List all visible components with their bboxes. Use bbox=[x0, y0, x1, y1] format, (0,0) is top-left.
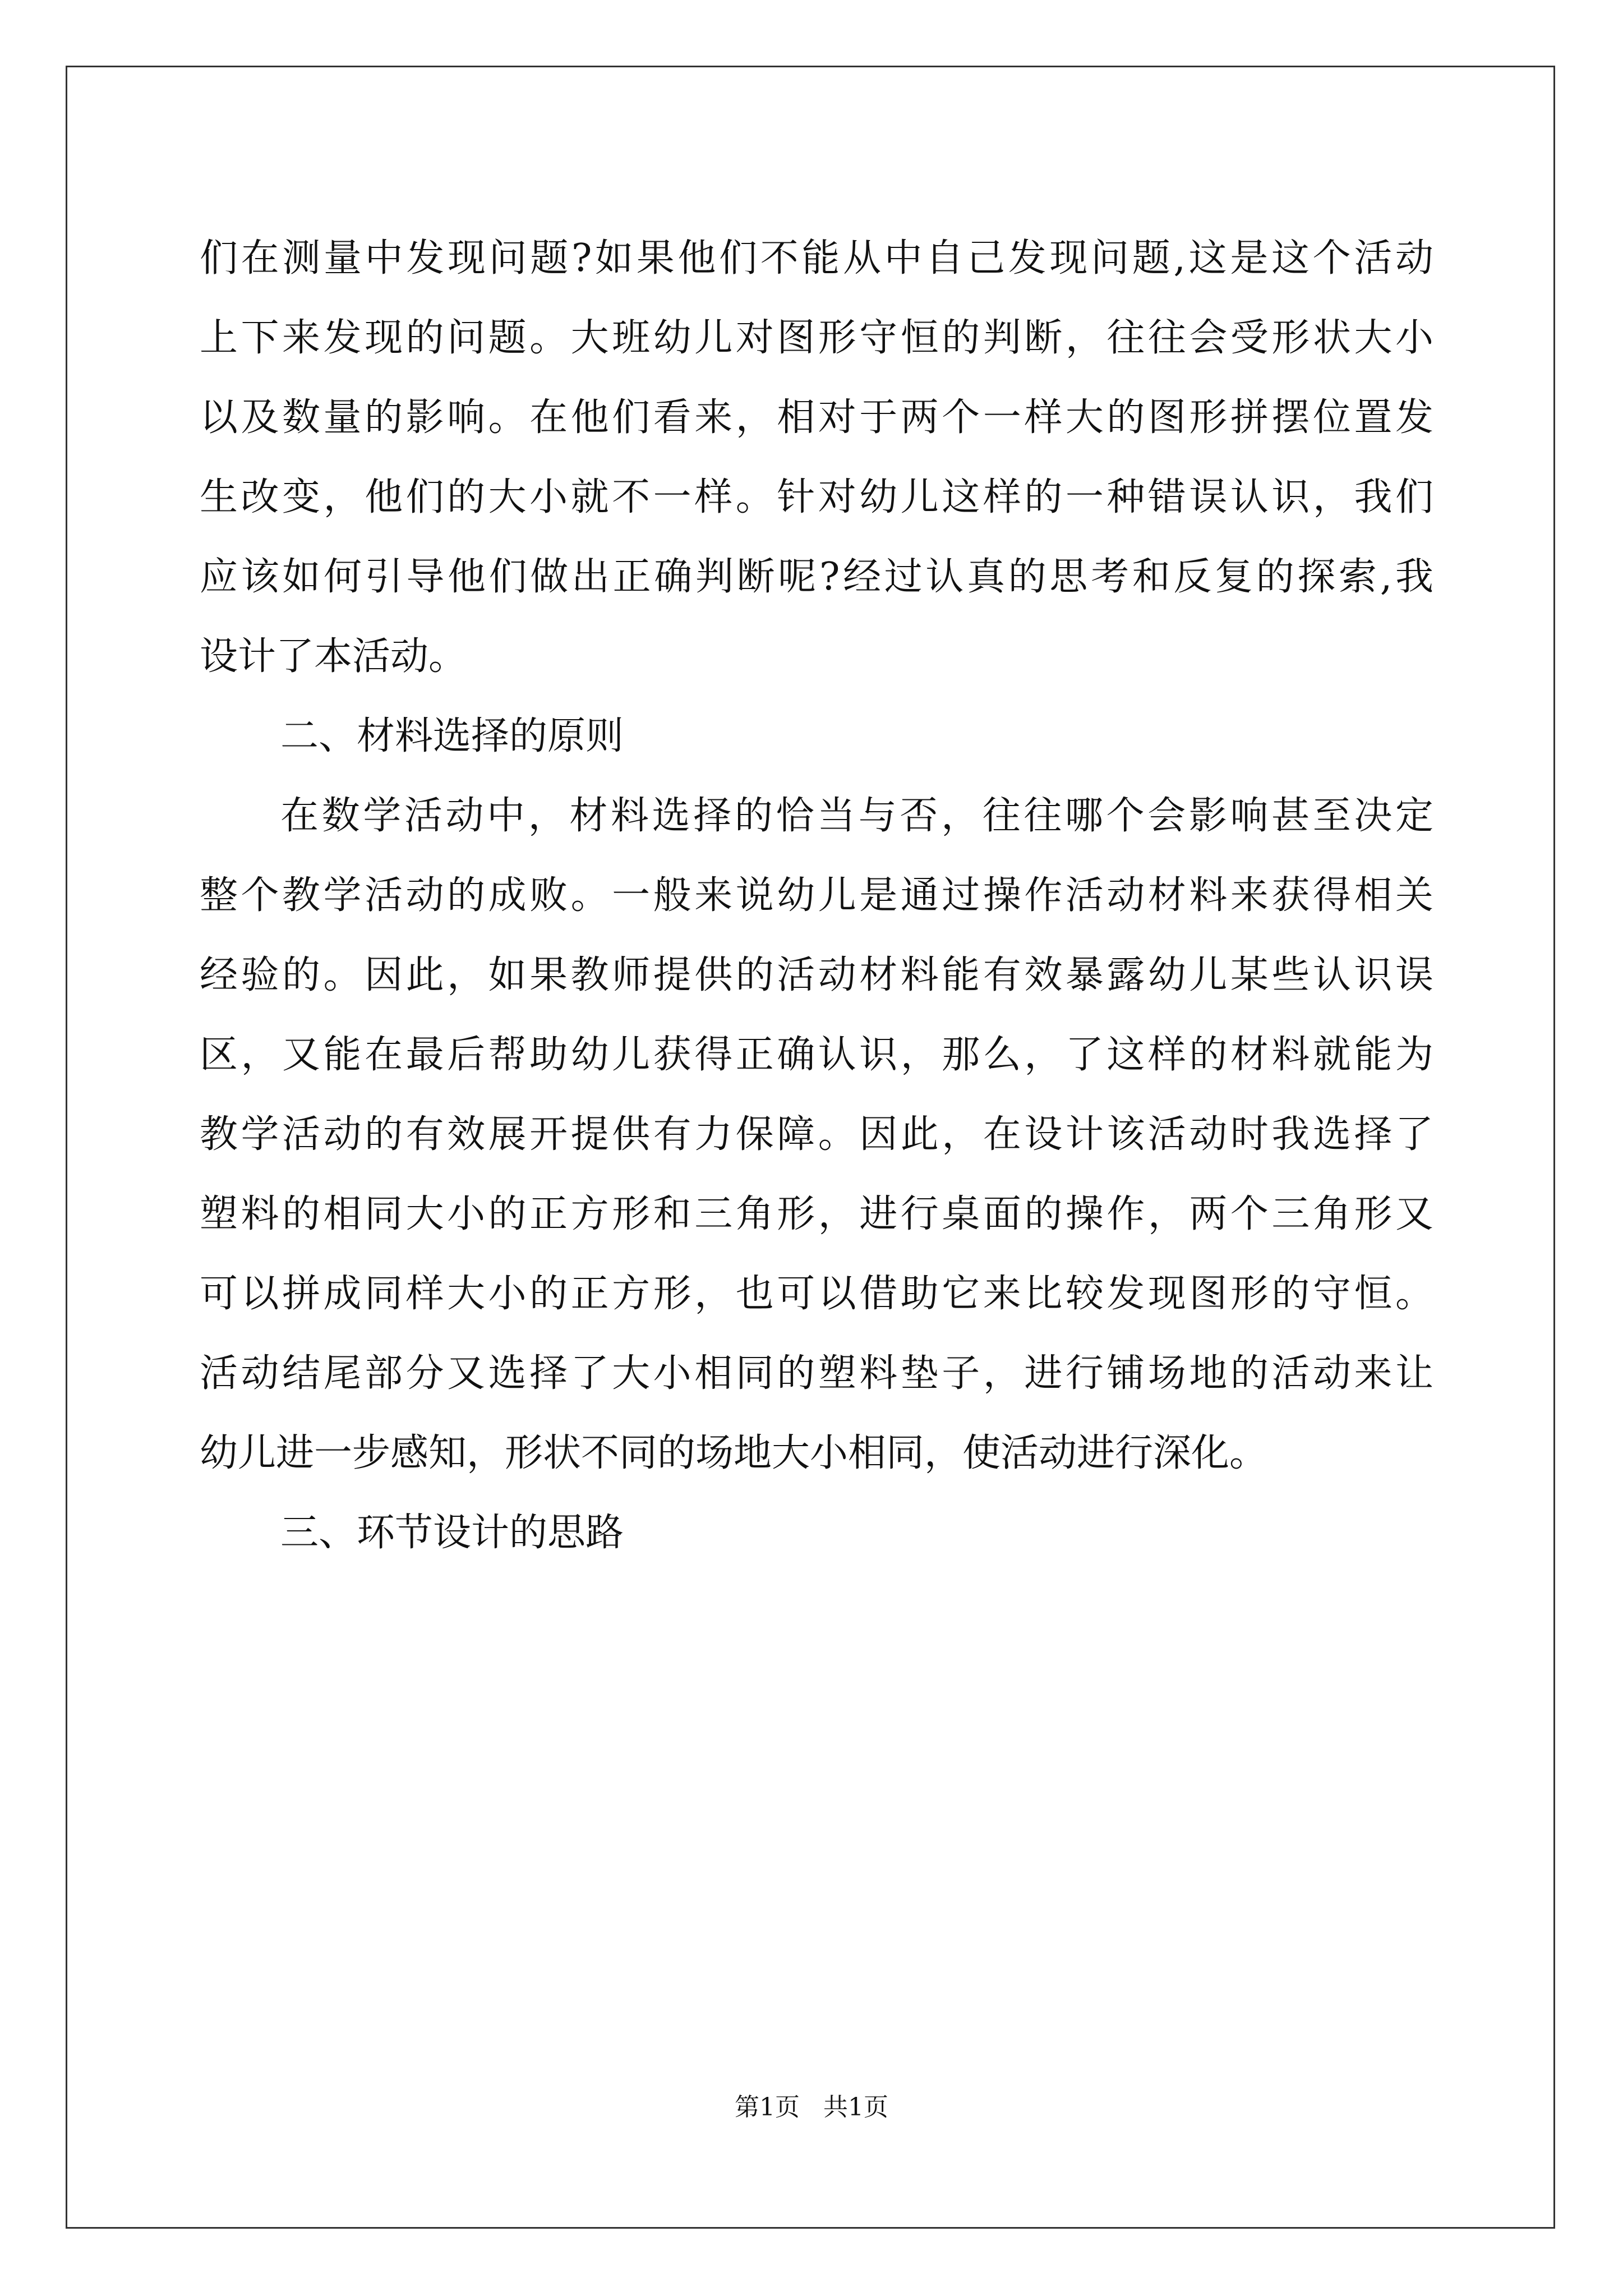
text-line: 生改变，他们的大小就不一样。针对幼儿这样的一种错误认识，我们 bbox=[200, 475, 1433, 519]
text-line: 活动结尾部分又选择了大小相同的塑料垫子，进行铺场地的活动来让 bbox=[200, 1351, 1433, 1396]
text-line: 上下来发现的问题。大班幼儿对图形守恒的判断，往往会受形状大小 bbox=[200, 316, 1433, 360]
text-line: 整个教学活动的成败。一般来说幼儿是通过操作活动材料来获得相关 bbox=[200, 873, 1433, 918]
footer-spacer bbox=[800, 2093, 823, 2122]
text-line: 可以拼成同样大小的正方形，也可以借助它来比较发现图形的守恒。 bbox=[200, 1272, 1433, 1316]
text-line: 幼儿进一步感知，形状不同的场地大小相同，使活动进行深化。 bbox=[200, 1431, 1268, 1475]
page-number: 第1页 bbox=[735, 2093, 800, 2122]
document-body bbox=[200, 219, 1433, 1573]
section-heading: 二、材料选择的原则 bbox=[280, 714, 624, 758]
text-line: 设计了本活动。 bbox=[200, 634, 467, 679]
text-line: 教学活动的有效展开提供有力保障。因此，在设计该活动时我选择了 bbox=[200, 1112, 1433, 1157]
text-line: 在数学活动中，材料选择的恰当与否，往往哪个会影响甚至决定 bbox=[280, 794, 1433, 838]
section-heading: 三、环节设计的思路 bbox=[280, 1511, 624, 1555]
text-line: 以及数量的影响。在他们看来，相对于两个一样大的图形拼摆位置发 bbox=[200, 395, 1433, 440]
text-line: 应该如何引导他们做出正确判断呢?经过认真的思考和反复的探索,我 bbox=[200, 555, 1433, 599]
page-total: 共1页 bbox=[823, 2093, 888, 2122]
text-line: 们在测量中发现问题?如果他们不能从中自己发现问题,这是这个活动 bbox=[200, 236, 1433, 280]
page-footer bbox=[0, 2087, 1623, 2123]
text-line: 经验的。因此，如果教师提供的活动材料能有效暴露幼儿某些认识误 bbox=[200, 953, 1433, 997]
text-line: 区，又能在最后帮助幼儿获得正确认识，那么，了这样的材料就能为 bbox=[200, 1033, 1433, 1077]
text-line: 塑料的相同大小的正方形和三角形，进行桌面的操作，两个三角形又 bbox=[200, 1192, 1433, 1236]
